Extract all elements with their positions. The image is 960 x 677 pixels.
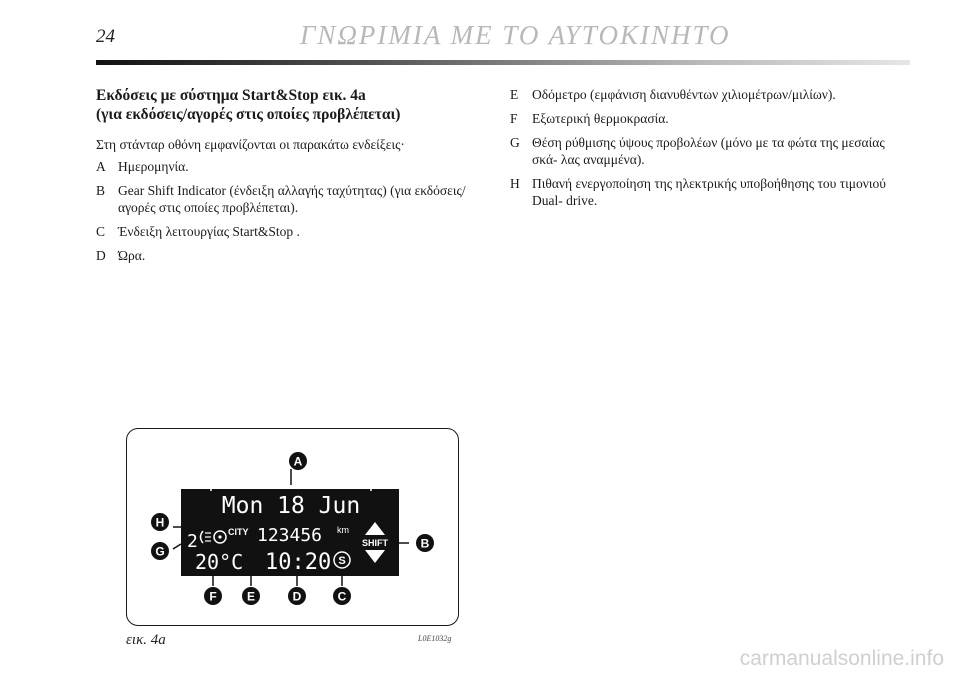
- section-title-line1: Εκδόσεις με σύστημα Start&Stop εικ. 4a: [96, 87, 366, 104]
- callout-a: [289, 452, 307, 470]
- leader-g: [173, 544, 181, 549]
- list-item: [96, 182, 490, 216]
- item-letter: F: [510, 111, 518, 126]
- display-date: Mon 18 Jun: [221, 493, 361, 519]
- intro-text: Στη στάνταρ οθόνη εμφανίζονται οι παρακάτω ενδείξεις·: [96, 137, 405, 152]
- item-text: Πιθανή ενεργοποίηση της ηλεκτρικής υποβοήθησης του τιμονιού Dual- drive.: [532, 176, 886, 208]
- callout-e-label: E: [246, 589, 256, 604]
- watermark: carmanualsonline.info: [739, 647, 944, 670]
- display-odometer-unit: km: [337, 525, 349, 535]
- display-headlamp-level: 2: [187, 531, 198, 552]
- callout-c: [333, 587, 351, 605]
- display-shift: SHIFT: [362, 538, 388, 548]
- callout-b: [416, 534, 434, 552]
- callout-g: [151, 542, 169, 560]
- item-text: Gear Shift Indicator (ένδειξη αλλαγής ταχύτητας) (για εκδόσεις/αγορές στις οποίες προβλέπεται).: [118, 183, 466, 215]
- item-letter: D: [96, 248, 106, 263]
- page-number: 24: [96, 26, 115, 47]
- list-item: [510, 110, 910, 127]
- item-text: Θέση ρύθμισης ύψους προβολέων (μόνο με τα φώτα της μεσαίας σκά- λας αναμμένα).: [532, 135, 885, 167]
- display-illustration: [127, 429, 458, 625]
- section-title-line2: (για εκδόσεις/αγορές στις οποίες προβλέπεται): [96, 106, 401, 123]
- right-column: [510, 86, 910, 216]
- header-rule: [96, 60, 910, 65]
- display-temperature: 20°C: [195, 550, 244, 574]
- callout-b-label: B: [420, 536, 430, 551]
- display-odometer: 123456: [257, 525, 323, 546]
- item-letter: C: [96, 224, 106, 239]
- callout-d-label: D: [292, 589, 302, 604]
- list-item: [510, 86, 910, 103]
- list-item: [510, 175, 910, 209]
- item-text: Οδόμετρο (εμφάνιση διανυθέντων χιλιομέτρων/μιλίων).: [532, 87, 836, 102]
- list-item: [96, 223, 490, 240]
- left-column: [96, 86, 490, 271]
- item-letter: A: [96, 159, 106, 174]
- list-item: [510, 134, 910, 168]
- callout-f: [204, 587, 222, 605]
- display-city: CITY: [228, 527, 249, 537]
- item-letter: B: [96, 183, 106, 198]
- item-letter: H: [510, 176, 520, 191]
- item-letter: G: [510, 135, 520, 150]
- callout-h: [151, 513, 169, 531]
- item-text: Ώρα.: [118, 248, 146, 263]
- callout-d: [288, 587, 306, 605]
- start-stop-symbol: S: [338, 555, 346, 567]
- item-letter: E: [510, 87, 519, 102]
- figure-instrument-display: [126, 428, 459, 626]
- callout-c-label: C: [337, 589, 347, 604]
- callout-a-label: A: [293, 454, 303, 469]
- figure-caption: εικ. 4a: [126, 632, 166, 648]
- callout-h-label: H: [155, 515, 165, 530]
- section-title: [96, 86, 490, 124]
- callout-e: [242, 587, 260, 605]
- display-time: 10:20: [265, 550, 332, 575]
- list-item: [96, 247, 490, 264]
- callout-g-label: G: [155, 544, 165, 559]
- running-title: ΓΝΩΡΙΜΙΑ ΜΕ ΤΟ ΑΥΤΟΚΙΝΗΤΟ: [300, 20, 731, 50]
- item-text: Ένδειξη λειτουργίας Start&Stop .: [118, 224, 300, 239]
- item-text: Εξωτερική θερμοκρασία.: [532, 111, 669, 126]
- figure-code: L0E1032g: [418, 634, 452, 643]
- callout-f-label: F: [209, 589, 217, 604]
- list-item: [96, 158, 490, 175]
- item-text: Ημερομηνία.: [118, 159, 189, 174]
